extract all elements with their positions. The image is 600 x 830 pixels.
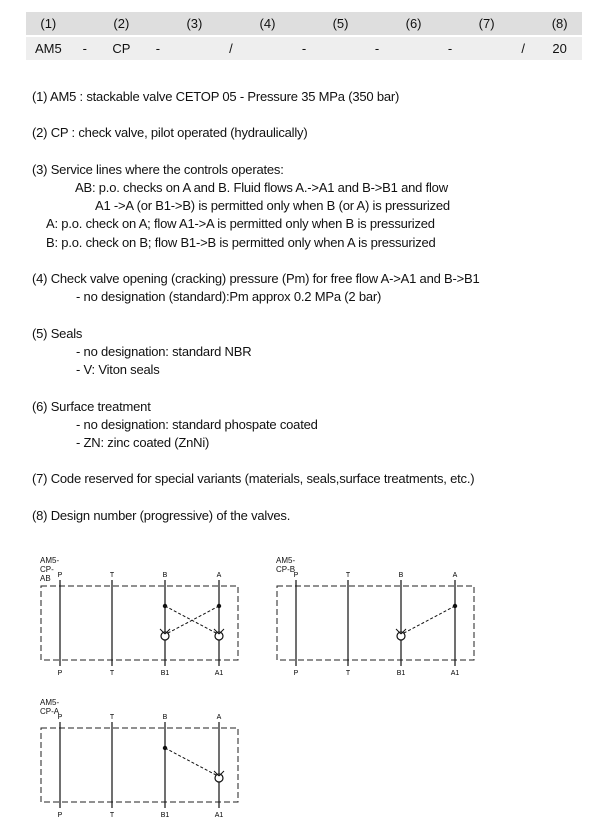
pilot-line: [165, 606, 216, 633]
valve-body-outline: [277, 586, 474, 660]
section-detail: A: p.o. check on A; flow A1->A is permitted only when B is pressurized: [46, 216, 435, 232]
symbol-title: AM5-CP-B: [276, 556, 296, 574]
port-label-top: A: [452, 572, 458, 579]
pilot-line: [165, 748, 216, 775]
section-detail: A1 ->A (or B1->B) is permitted only when B (or A) is pressurized: [95, 198, 450, 214]
valve-symbol-drawing: [40, 698, 245, 824]
port-label-top: P: [293, 572, 299, 579]
port-label-bottom: P: [57, 670, 63, 677]
description-section: [32, 398, 580, 453]
valve-body-outline: [41, 586, 238, 660]
code-header-cell: [290, 12, 318, 36]
section-heading: (6) Surface treatment: [32, 398, 151, 414]
pilot-line: [168, 606, 219, 633]
code-value-cell: AM5: [26, 36, 71, 60]
section-detail: - no designation: standard NBR: [76, 343, 252, 359]
section-detail: AB: p.o. checks on A and B. Fluid flows A.->A1 and B->B1 and flow: [75, 179, 448, 195]
section-detail: - no designation: standard phospate coated: [76, 416, 318, 432]
code-header-cell: (6): [391, 12, 436, 36]
section-detail: - no designation (standard):Pm approx 0.2 MPa (2 bar): [76, 289, 382, 305]
port-label-bottom: A1: [214, 670, 224, 677]
port-label-bottom: P: [293, 670, 299, 677]
pilot-junction: [453, 604, 457, 608]
code-value-cell: -: [290, 36, 318, 60]
port-label-top: T: [345, 572, 351, 579]
code-header-cell: [363, 12, 391, 36]
code-value-cell: [245, 36, 290, 60]
code-header-cell: [436, 12, 464, 36]
symbol-title: AM5-CP-AB: [40, 556, 60, 583]
code-description: [32, 88, 580, 543]
check-valve-ball: [215, 632, 223, 640]
code-value-cell: 20: [537, 36, 582, 60]
description-section: [32, 507, 580, 525]
port-label-bottom: B1: [160, 670, 170, 677]
port-label-top: B: [398, 572, 404, 579]
pilot-line: [404, 606, 455, 633]
port-label-top: P: [57, 572, 63, 579]
code-header-cell: [509, 12, 537, 36]
section-heading: (3) Service lines where the controls operates:: [32, 161, 284, 177]
pilot-junction: [163, 604, 167, 608]
port-label-bottom: T: [109, 812, 115, 819]
code-header-cell: (7): [464, 12, 509, 36]
code-header-cell: (3): [172, 12, 217, 36]
port-label-top: B: [162, 572, 168, 579]
port-label-top: B: [162, 714, 168, 721]
code-value-cell: -: [363, 36, 391, 60]
code-header-cell: (5): [318, 12, 363, 36]
code-header-cell: [217, 12, 245, 36]
code-value-cell: -: [71, 36, 99, 60]
check-valve-ball: [397, 632, 405, 640]
section-heading: (7) Code reserved for special variants (materials, seals,surface treatments, etc.): [32, 471, 475, 487]
section-detail: - V: Viton seals: [76, 362, 160, 378]
section-heading: (5) Seals: [32, 325, 83, 341]
ordering-code-table: [26, 12, 582, 60]
section-heading: (8) Design number (progressive) of the valves.: [32, 507, 291, 523]
port-label-bottom: B1: [160, 812, 170, 819]
code-value-cell: [172, 36, 217, 60]
section-heading: (4) Check valve opening (cracking) pressure (Pm) for free flow A->A1 and B->B1: [32, 271, 480, 287]
section-heading: (2) CP : check valve, pilot operated (hydraulically): [32, 125, 308, 141]
code-header-row: [26, 12, 582, 36]
port-label-top: A: [216, 572, 222, 579]
symbol-title: AM5-CP-A: [40, 698, 60, 716]
port-label-bottom: T: [345, 670, 351, 677]
code-header-cell: (1): [26, 12, 71, 36]
port-label-bottom: T: [109, 670, 115, 677]
description-section: [32, 88, 580, 106]
port-label-bottom: A1: [450, 670, 460, 677]
section-heading: (1) AM5 : stackable valve CETOP 05 - Pressure 35 MPa (350 bar): [32, 89, 400, 104]
description-section: [32, 325, 580, 380]
code-value-cell: CP: [99, 36, 144, 60]
port-label-bottom: P: [57, 812, 63, 819]
port-label-top: A: [216, 714, 222, 721]
description-section: [32, 270, 580, 307]
code-header-cell: [144, 12, 172, 36]
description-section: [32, 161, 580, 252]
pilot-junction: [217, 604, 221, 608]
pilot-junction: [163, 746, 167, 750]
port-label-bottom: B1: [396, 670, 406, 677]
port-label-top: T: [109, 572, 115, 579]
check-valve-ball: [215, 774, 223, 782]
code-header-cell: (2): [99, 12, 144, 36]
code-value-cell: /: [509, 36, 537, 60]
valve-symbol-drawing: [40, 556, 245, 682]
code-value-cell: [318, 36, 363, 60]
port-label-bottom: A1: [214, 812, 224, 819]
valve-symbol-drawing: [276, 556, 481, 682]
port-label-top: P: [57, 714, 63, 721]
section-detail: B: p.o. check on B; flow B1->B is permitted only when A is pressurized: [46, 234, 436, 250]
code-value-cell: -: [436, 36, 464, 60]
code-value-cell: [391, 36, 436, 60]
code-value-row: [26, 36, 582, 60]
code-header-cell: (8): [537, 12, 582, 36]
valve-body-outline: [41, 728, 238, 802]
description-section: [32, 124, 580, 142]
section-detail: - ZN: zinc coated (ZnNi): [76, 435, 210, 451]
check-valve-ball: [161, 632, 169, 640]
code-value-cell: /: [217, 36, 245, 60]
port-label-top: T: [109, 714, 115, 721]
description-section: [32, 470, 580, 488]
code-value-cell: [464, 36, 509, 60]
code-value-cell: -: [144, 36, 172, 60]
code-header-cell: [71, 12, 99, 36]
code-header-cell: (4): [245, 12, 290, 36]
